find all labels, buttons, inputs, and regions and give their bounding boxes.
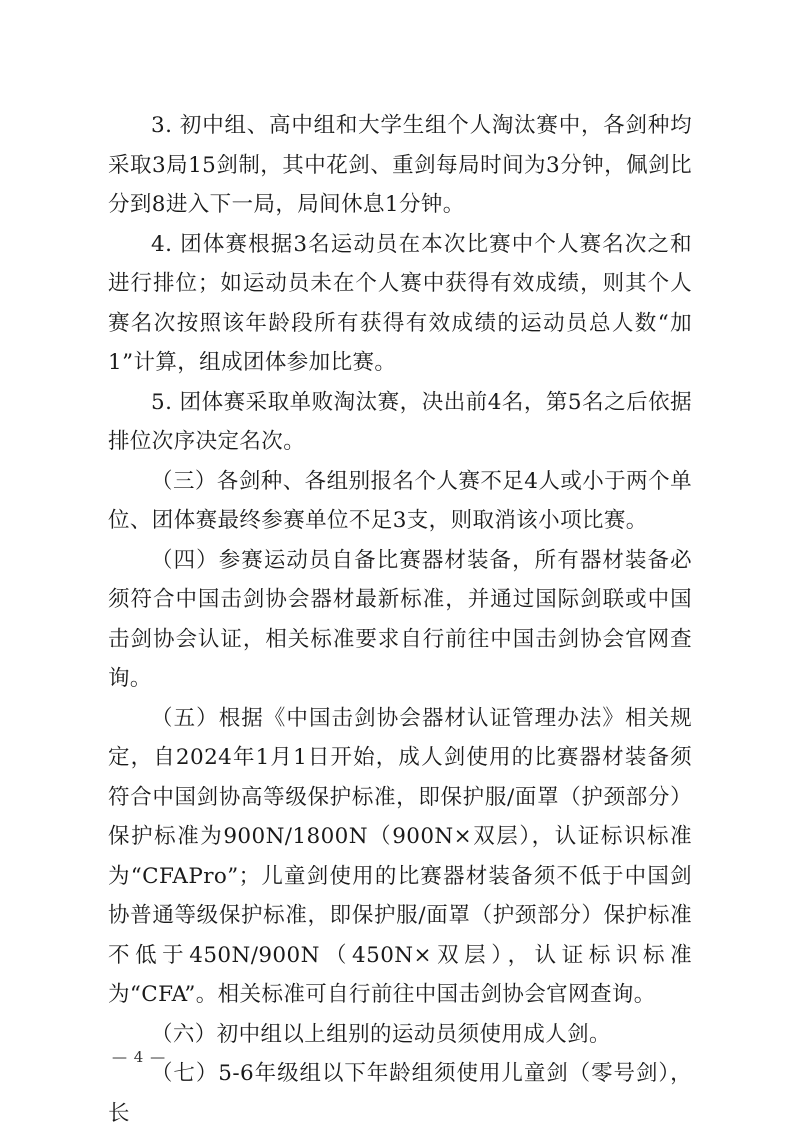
paragraph-section-3: （三）各剑种、各组别报名个人赛不足4人或小于两个单位、团体赛最终参赛单位不足3支，则取消该小项比赛。 (108, 468, 692, 533)
paragraph-section-7: （七）5-6年级组以下年龄组须使用儿童剑（零号剑），长 (108, 1061, 692, 1126)
paragraph-section-6: （六）初中组以上组别的运动员须使用成人剑。 (151, 1021, 611, 1047)
page-number: — 4 — (112, 1048, 167, 1066)
paragraph-section-5: （五）根据《中国击剑协会器材认证管理办法》相关规定，自2024年1月1日开始，成人剑使用的比赛器材装备须符合中国剑协高等级保护标准，即保护服/面罩（护颈部分）保护标准为900N/1800N（900N×双层），认证标识标准为“CFAPro”；儿童剑使用的比赛器材装备须不低于中国剑协普通等级保护标准，即保护服/面罩（护颈部分）保护标准不低于450N/900N（450N×双层），认证标识标准为“CFA”。相关标准可自行前往中国击剑协会官网查询。 (108, 705, 692, 1007)
paragraph-rule-5: 5. 团体赛采取单败淘汰赛，决出前4名，第5名之后依据排位次序决定名次。 (108, 389, 692, 454)
paragraph-section-4: （四）参赛运动员自备比赛器材装备，所有器材装备必须符合中国击剑协会器材最新标准，并通过国际剑联或中国击剑协会认证，相关标准要求自行前往中国击剑协会官网查询。 (108, 547, 692, 691)
body-text (108, 106, 692, 1133)
paragraph-rule-4: 4. 团体赛根据3名运动员在本次比赛中个人赛名次之和进行排位；如运动员未在个人赛中获得有效成绩，则其个人赛名次按照该年龄段所有获得有效成绩的运动员总人数“加1”计算，组成团体参加比赛。 (108, 231, 692, 375)
paragraph-rule-3: 3. 初中组、高中组和大学生组个人淘汰赛中，各剑种均采取3局15剑制，其中花剑、重剑每局时间为3分钟，佩剑比分到8进入下一局，局间休息1分钟。 (108, 113, 692, 217)
